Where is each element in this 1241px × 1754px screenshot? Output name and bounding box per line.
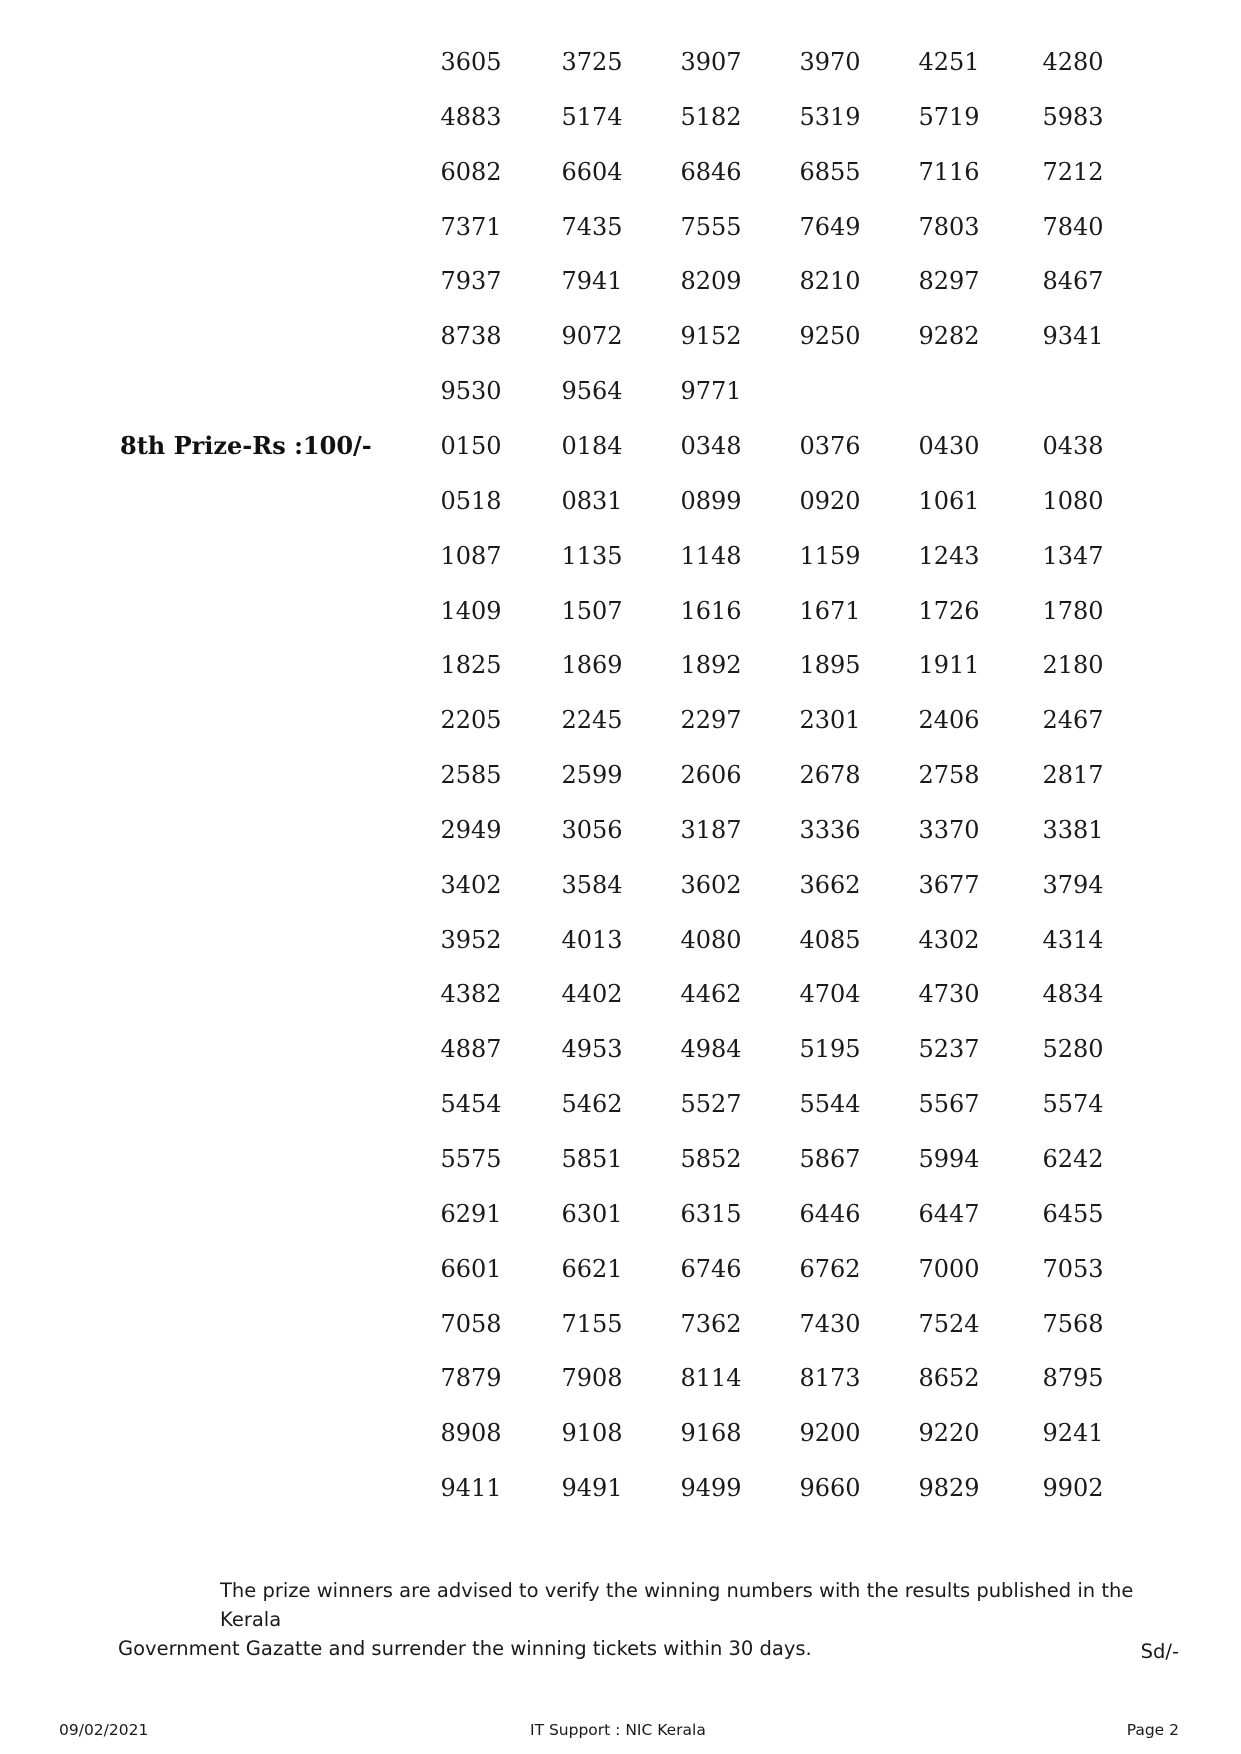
number-row <box>0 97 1241 137</box>
winning-number: 1895 <box>799 651 861 680</box>
winning-number: 1780 <box>1042 596 1104 625</box>
winning-number: 3336 <box>799 815 861 844</box>
winning-number: 8738 <box>440 322 502 351</box>
winning-number: 0920 <box>799 486 861 515</box>
winning-number: 1616 <box>680 596 742 625</box>
number-row <box>0 1249 1241 1289</box>
number-row <box>0 426 1241 466</box>
winning-number: 5454 <box>440 1090 502 1119</box>
winning-number: 5527 <box>680 1090 742 1119</box>
winning-number: 3907 <box>680 48 742 76</box>
winning-number: 3056 <box>561 815 623 844</box>
winning-number: 2205 <box>440 706 502 735</box>
number-row <box>0 810 1241 850</box>
number-row <box>0 1194 1241 1234</box>
winning-number: 6291 <box>440 1199 502 1228</box>
winning-number: 9341 <box>1042 322 1104 351</box>
advisory-note <box>118 1576 1172 1663</box>
winning-number: 9499 <box>680 1474 742 1503</box>
winning-number: 2949 <box>440 815 502 844</box>
winning-number: 9108 <box>561 1419 623 1448</box>
winning-number: 8209 <box>680 267 742 296</box>
winning-number: 6604 <box>561 157 623 186</box>
winning-number: 7212 <box>1042 157 1104 186</box>
winning-number: 1347 <box>1042 541 1104 570</box>
number-row <box>0 152 1241 192</box>
winning-number: 1135 <box>561 541 623 570</box>
winning-number: 5575 <box>440 1145 502 1173</box>
winning-number: 6601 <box>440 1254 502 1283</box>
winning-number: 9530 <box>440 377 502 406</box>
winning-number: 3187 <box>680 815 742 844</box>
number-row <box>0 920 1241 960</box>
winning-number: 6846 <box>680 157 742 186</box>
signature: Sd/- <box>1140 1640 1179 1663</box>
number-row <box>0 1468 1241 1508</box>
winning-number: 1726 <box>918 596 980 625</box>
winning-number: 0150 <box>440 431 502 460</box>
winning-number: 5319 <box>799 102 861 131</box>
winning-number: 5574 <box>1042 1090 1104 1119</box>
number-row <box>0 1084 1241 1124</box>
winning-number: 5174 <box>561 102 623 131</box>
winning-number: 3677 <box>918 870 980 899</box>
winning-number: 9660 <box>799 1474 861 1503</box>
prize-label: 8th Prize-Rs :100/- <box>120 430 372 460</box>
footer-it-support: IT Support : NIC Kerala <box>530 1721 706 1739</box>
winning-number: 0430 <box>918 431 980 460</box>
winning-number: 4730 <box>918 980 980 1009</box>
winning-number: 7000 <box>918 1254 980 1283</box>
winning-number: 1911 <box>918 651 980 680</box>
winning-number: 3370 <box>918 815 980 844</box>
winning-number: 5544 <box>799 1090 861 1119</box>
number-row <box>0 1029 1241 1069</box>
winning-number: 4085 <box>799 925 861 954</box>
winning-number: 2599 <box>561 761 623 790</box>
number-row <box>0 1139 1241 1179</box>
number-row <box>0 865 1241 905</box>
winning-number: 0831 <box>561 486 623 515</box>
winning-number: 9250 <box>799 322 861 351</box>
winning-number: 2180 <box>1042 651 1104 680</box>
number-row <box>0 316 1241 356</box>
winning-number: 4251 <box>918 48 980 76</box>
winning-number: 5462 <box>561 1090 623 1119</box>
winning-number: 6855 <box>799 157 861 186</box>
winning-number: 4984 <box>680 1035 742 1064</box>
winning-number: 4013 <box>561 925 623 954</box>
winning-number: 6315 <box>680 1199 742 1228</box>
winning-number: 3970 <box>799 48 861 76</box>
winning-number: 6621 <box>561 1254 623 1283</box>
winning-number: 8114 <box>680 1364 742 1393</box>
footer-date: 09/02/2021 <box>59 1721 149 1739</box>
winning-number: 7362 <box>680 1309 742 1338</box>
winning-number: 1507 <box>561 596 623 625</box>
winning-number: 2467 <box>1042 706 1104 735</box>
winning-number: 6082 <box>440 157 502 186</box>
winning-number: 0518 <box>440 486 502 515</box>
winning-number: 7155 <box>561 1309 623 1338</box>
winning-number: 4953 <box>561 1035 623 1064</box>
number-row <box>0 261 1241 301</box>
winning-number: 7053 <box>1042 1254 1104 1283</box>
winning-number: 6746 <box>680 1254 742 1283</box>
winning-number: 9282 <box>918 322 980 351</box>
winning-number: 2406 <box>918 706 980 735</box>
winning-number: 1892 <box>680 651 742 680</box>
winning-number: 3952 <box>440 925 502 954</box>
winning-number: 8467 <box>1042 267 1104 296</box>
winning-number: 9491 <box>561 1474 623 1503</box>
winning-number: 2297 <box>680 706 742 735</box>
winning-number: 5867 <box>799 1145 861 1173</box>
winning-number: 7937 <box>440 267 502 296</box>
number-row <box>0 207 1241 247</box>
winning-number: 4402 <box>561 980 623 1009</box>
winning-number: 1080 <box>1042 486 1104 515</box>
number-row <box>0 42 1241 82</box>
winning-number: 2245 <box>561 706 623 735</box>
number-row <box>0 371 1241 411</box>
winning-number: 7840 <box>1042 212 1104 241</box>
winning-number: 2678 <box>799 761 861 790</box>
winning-number: 3381 <box>1042 815 1104 844</box>
winning-number: 5852 <box>680 1145 742 1173</box>
winning-number: 9829 <box>918 1474 980 1503</box>
winning-number: 7058 <box>440 1309 502 1338</box>
winning-number: 4462 <box>680 980 742 1009</box>
winning-number: 0899 <box>680 486 742 515</box>
winning-number: 9152 <box>680 322 742 351</box>
winning-number: 9564 <box>561 377 623 406</box>
number-row <box>0 1358 1241 1398</box>
winning-number: 5851 <box>561 1145 623 1173</box>
winning-number: 2606 <box>680 761 742 790</box>
winning-number: 8297 <box>918 267 980 296</box>
winning-number: 4834 <box>1042 980 1104 1009</box>
number-row <box>0 645 1241 685</box>
winning-number: 3584 <box>561 870 623 899</box>
winning-number: 9902 <box>1042 1474 1104 1503</box>
winning-number: 5237 <box>918 1035 980 1064</box>
number-row <box>0 974 1241 1014</box>
winning-number: 4382 <box>440 980 502 1009</box>
winning-number: 4887 <box>440 1035 502 1064</box>
winning-number: 7803 <box>918 212 980 241</box>
winning-number: 0438 <box>1042 431 1104 460</box>
winning-number: 6242 <box>1042 1145 1104 1173</box>
winning-number: 7908 <box>561 1364 623 1393</box>
winning-number: 7941 <box>561 267 623 296</box>
winning-number: 7524 <box>918 1309 980 1338</box>
winning-number: 4314 <box>1042 925 1104 954</box>
winning-number: 2758 <box>918 761 980 790</box>
winning-number: 1409 <box>440 596 502 625</box>
number-row <box>0 755 1241 795</box>
winning-number: 7430 <box>799 1309 861 1338</box>
winning-number: 8652 <box>918 1364 980 1393</box>
winning-number: 3605 <box>440 48 502 76</box>
winning-number: 7116 <box>918 157 980 186</box>
winning-number: 5195 <box>799 1035 861 1064</box>
winning-number: 3725 <box>561 48 623 76</box>
number-row <box>0 536 1241 576</box>
winning-number: 7568 <box>1042 1309 1104 1338</box>
advisory-note-line-2: Government Gazatte and surrender the winning tickets within 30 days. <box>118 1637 812 1660</box>
winning-number: 5567 <box>918 1090 980 1119</box>
winning-number: 7371 <box>440 212 502 241</box>
number-row <box>0 1304 1241 1344</box>
footer-page-number: Page 2 <box>1126 1721 1179 1739</box>
winning-number: 6446 <box>799 1199 861 1228</box>
winning-number: 1148 <box>680 541 742 570</box>
winning-number: 3602 <box>680 870 742 899</box>
winning-number: 9168 <box>680 1419 742 1448</box>
winning-number: 4080 <box>680 925 742 954</box>
winning-number: 6447 <box>918 1199 980 1228</box>
winning-number: 9241 <box>1042 1419 1104 1448</box>
winning-number: 1825 <box>440 651 502 680</box>
winning-number: 4280 <box>1042 48 1104 76</box>
winning-number: 0184 <box>561 431 623 460</box>
number-row <box>0 481 1241 521</box>
winning-number: 0376 <box>799 431 861 460</box>
winning-number: 5719 <box>918 102 980 131</box>
winning-number: 1087 <box>440 541 502 570</box>
winning-number: 2301 <box>799 706 861 735</box>
winning-number: 6301 <box>561 1199 623 1228</box>
winning-number: 5182 <box>680 102 742 131</box>
winning-number: 4302 <box>918 925 980 954</box>
winning-number: 4704 <box>799 980 861 1009</box>
winning-number: 5983 <box>1042 102 1104 131</box>
winning-number: 7879 <box>440 1364 502 1393</box>
winning-number: 5994 <box>918 1145 980 1173</box>
winning-number: 3662 <box>799 870 861 899</box>
winning-number: 2585 <box>440 761 502 790</box>
winning-number: 3402 <box>440 870 502 899</box>
winning-number: 3794 <box>1042 870 1104 899</box>
winning-number: 1243 <box>918 541 980 570</box>
winning-number: 4883 <box>440 102 502 131</box>
winning-number: 8210 <box>799 267 861 296</box>
winning-number: 1869 <box>561 651 623 680</box>
winning-number: 9771 <box>680 377 742 406</box>
winning-number: 7649 <box>799 212 861 241</box>
winning-number: 8908 <box>440 1419 502 1448</box>
winning-number: 9200 <box>799 1419 861 1448</box>
winning-number: 1061 <box>918 486 980 515</box>
winning-number: 9220 <box>918 1419 980 1448</box>
number-row <box>0 591 1241 631</box>
winning-number: 2817 <box>1042 761 1104 790</box>
winning-number: 1671 <box>799 596 861 625</box>
winning-number: 6455 <box>1042 1199 1104 1228</box>
winning-number: 6762 <box>799 1254 861 1283</box>
winning-number: 9072 <box>561 322 623 351</box>
winning-number: 8173 <box>799 1364 861 1393</box>
winning-number: 1159 <box>799 541 861 570</box>
winning-number: 7555 <box>680 212 742 241</box>
winning-number: 5280 <box>1042 1035 1104 1064</box>
winning-number: 7435 <box>561 212 623 241</box>
number-row <box>0 1413 1241 1453</box>
advisory-note-line-1: The prize winners are advised to verify the winning numbers with the results published in the Kerala <box>220 1579 1134 1631</box>
winning-number: 0348 <box>680 431 742 460</box>
winning-number: 8795 <box>1042 1364 1104 1393</box>
number-row <box>0 700 1241 740</box>
winning-number: 9411 <box>440 1474 502 1503</box>
